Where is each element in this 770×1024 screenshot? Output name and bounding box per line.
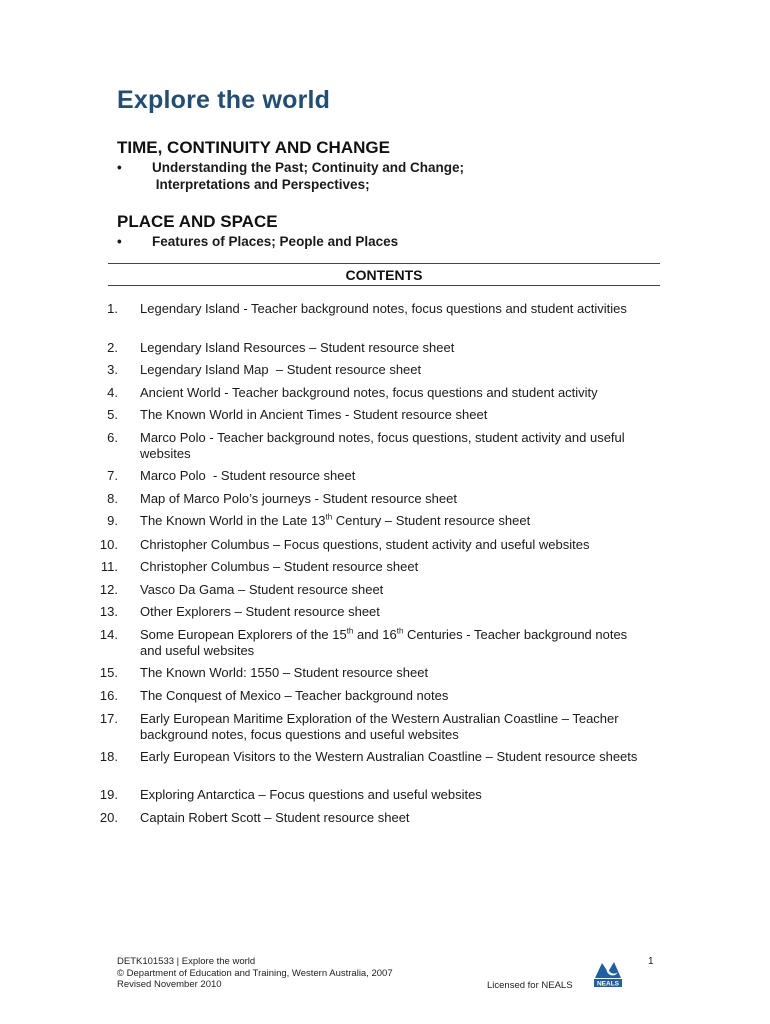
toc-text: Legendary Island Map – Student resource sheet — [140, 362, 422, 377]
contents-heading: CONTENTS — [345, 267, 423, 283]
toc-text-part: Century – Student resource sheet — [332, 513, 531, 528]
toc-number: 7. — [107, 468, 118, 483]
toc-number: 18. — [99, 749, 118, 764]
toc-text: Other Explorers – Student resource sheet — [140, 604, 380, 619]
toc-text-part: The Known World in the Late 13 — [140, 513, 326, 528]
footer-license: Licensed for NEALS — [487, 980, 573, 991]
bullet-text-line: Understanding the Past; Continuity and Change; — [152, 160, 465, 175]
toc-text: Marco Polo - Teacher background notes, focus questions, student activity and useful websites — [140, 430, 625, 461]
toc-text: Christopher Columbus – Focus questions, student activity and useful websites — [140, 537, 590, 552]
toc-number: 16. — [99, 688, 118, 703]
bullet-text: Features of Places; People and Places — [152, 234, 399, 249]
section-heading-time-continuity: TIME, CONTINUITY AND CHANGE — [117, 138, 390, 157]
toc-text: Vasco Da Gama – Student resource sheet — [140, 582, 384, 597]
toc-text: Early European Visitors to the Western Australian Coastline – Student resource sheets — [140, 749, 638, 764]
toc-text: The Conquest of Mexico – Teacher background notes — [140, 688, 449, 703]
toc-number: 13. — [99, 604, 118, 619]
toc-text-part: Some European Explorers of the 15 — [140, 627, 347, 642]
ordinal-suffix: th — [325, 512, 333, 522]
toc-text: Early European Maritime Exploration of the Western Australian Coastline – Teacher background notes, focus questions and useful websites — [140, 711, 619, 742]
toc-number: 4. — [107, 385, 118, 400]
toc-number: 1. — [107, 301, 118, 316]
toc-number: 6. — [107, 430, 118, 445]
toc-text-part: Centuries - Teacher background notes and useful websites — [140, 627, 628, 658]
section-heading-place-space: PLACE AND SPACE — [117, 212, 278, 231]
toc-number: 5. — [107, 407, 118, 422]
contents-top-rule — [108, 263, 660, 264]
toc-number: 15. — [99, 665, 118, 680]
page-number: 1 — [648, 956, 654, 967]
toc-text: The Known World: 1550 – Student resource sheet — [140, 665, 429, 680]
page-footer — [117, 956, 393, 991]
toc-text: The Known World in Ancient Times - Student resource sheet — [140, 407, 488, 422]
toc-text: Map of Marco Polo’s journeys - Student resource sheet — [140, 491, 457, 506]
toc-number: 19. — [99, 787, 118, 802]
ordinal-suffix: th — [346, 626, 354, 636]
toc-number: 17. — [99, 711, 118, 726]
toc-number: 12. — [99, 582, 118, 597]
toc-text: Captain Robert Scott – Student resource sheet — [140, 810, 410, 825]
toc-text: Legendary Island - Teacher background notes, focus questions and student activities — [140, 301, 627, 316]
toc-number: 8. — [107, 491, 118, 506]
bullet-glyph: • — [117, 160, 122, 175]
toc-text — [140, 627, 645, 659]
bullet-text — [152, 159, 672, 193]
footer-copyright: © Department of Education and Training, Western Australia, 2007 — [117, 967, 393, 979]
document-title: Explore the world — [117, 86, 331, 114]
footer-document-id: DETK101533 | Explore the world — [117, 956, 256, 967]
toc-number: 10. — [99, 537, 118, 552]
bullet-text-line: Interpretations and Perspectives; — [152, 177, 370, 192]
toc-text-part: and 16 — [353, 627, 397, 642]
toc-number: 20. — [99, 810, 118, 825]
ordinal-suffix: th — [396, 626, 404, 636]
contents-bottom-rule — [108, 285, 660, 286]
toc-number: 3. — [107, 362, 118, 377]
footer-revision: Revised November 2010 — [117, 979, 222, 990]
toc-text — [140, 513, 650, 529]
toc-text: Marco Polo - Student resource sheet — [140, 468, 356, 483]
toc-text: Legendary Island Resources – Student resource sheet — [140, 340, 455, 355]
bullet-glyph: • — [117, 234, 122, 249]
toc-number: 9. — [107, 513, 118, 528]
neals-logo — [592, 960, 624, 988]
toc-text: Christopher Columbus – Student resource sheet — [140, 559, 419, 574]
toc-text: Exploring Antarctica – Focus questions and useful websites — [140, 787, 482, 802]
toc-number: 14. — [99, 627, 118, 642]
neals-logo-text: NEALS — [596, 980, 620, 988]
toc-text: Ancient World - Teacher background notes, focus questions and student activity — [140, 385, 598, 400]
toc-number: 2. — [107, 340, 118, 355]
toc-number: 11. — [100, 559, 118, 574]
